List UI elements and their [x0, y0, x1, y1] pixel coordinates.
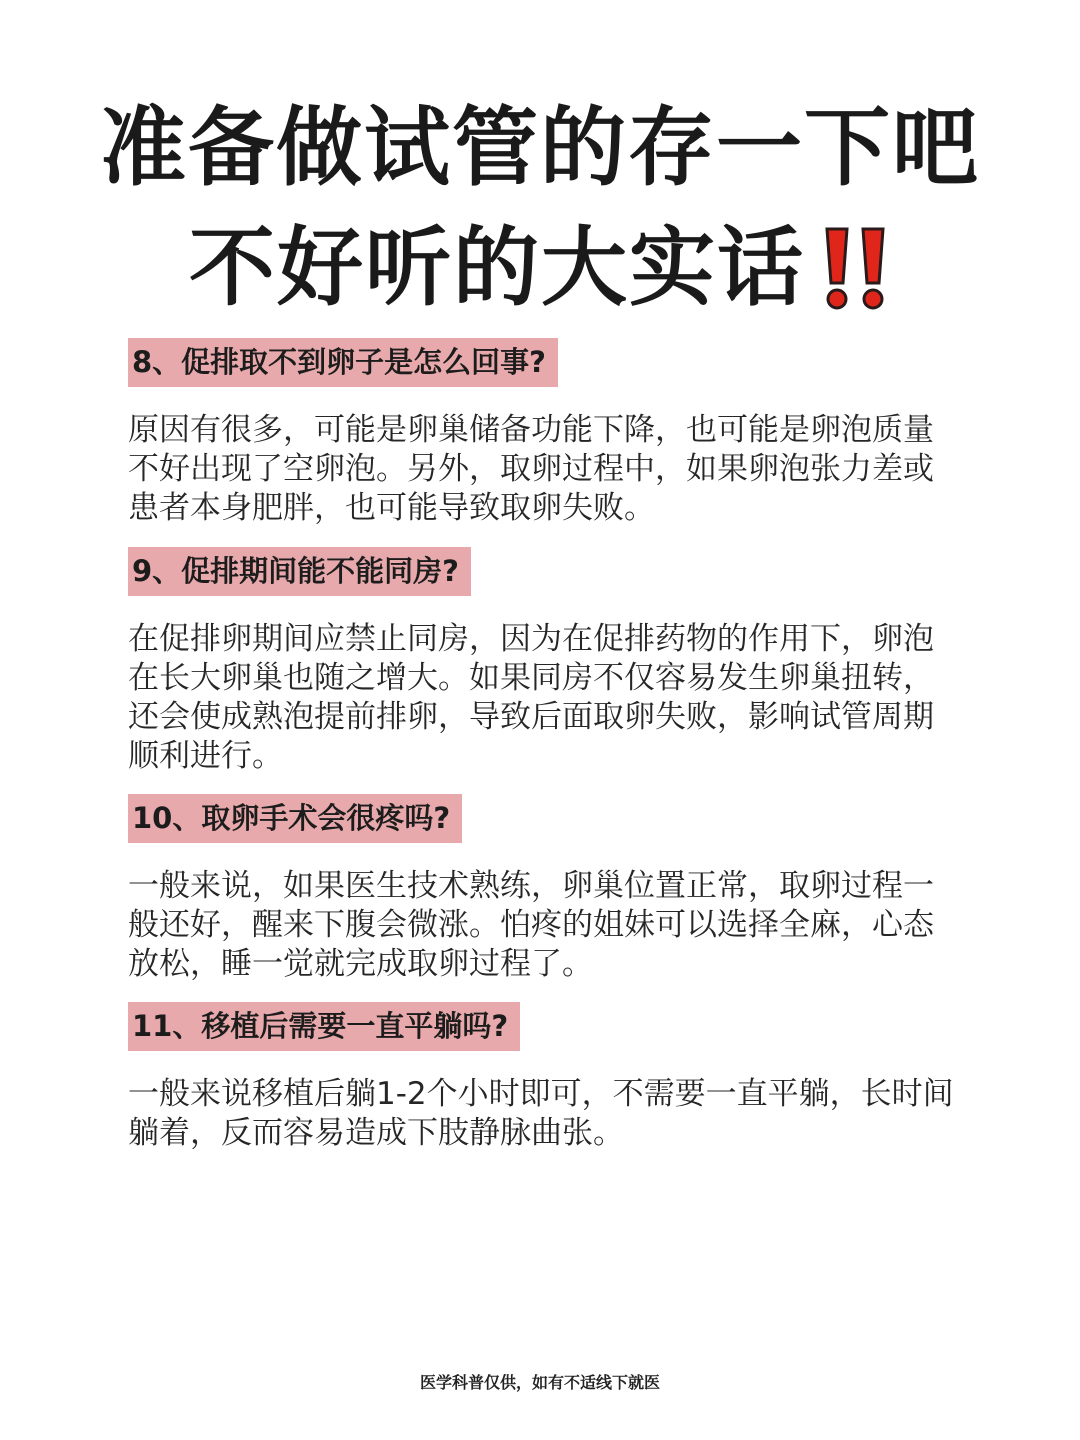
question-heading: 10、取卵手术会很疼吗? [128, 794, 462, 843]
page-subtitle: 不好听的大实话 [189, 217, 805, 318]
question-heading: 9、促排期间能不能同房? [128, 547, 471, 596]
footer-disclaimer: 医学科普仅供，如有不适线下就医 [419, 1373, 660, 1392]
qa-item-11 [128, 1002, 988, 1153]
answer-text: 原因有很多，可能是卵巢储备功能下降，也可能是卵泡质量 不好出现了空卵泡。另外，取卵过程中，如果卵泡张力差或 患者本身肥胖，也可能导致取卵失败。 [128, 412, 934, 526]
question-heading: 8、促排取不到卵子是怎么回事? [128, 338, 558, 387]
answer-text: 一般来说移植后躺1-2个小时即可，不需要一直平躺，长时间 躺着，反而容易造成下肢静脉曲张。 [128, 1076, 954, 1151]
question-heading: 11、移植后需要一直平躺吗? [128, 1002, 520, 1051]
qa-item-8 [128, 338, 988, 528]
qa-item-10 [128, 794, 988, 984]
answer-text: 一般来说，如果医生技术熟练，卵巢位置正常，取卵过程一 般还好，醒来下腹会微涨。怕疼的姐妹可以选择全麻，心态 放松，睡一觉就完成取卵过程了。 [128, 868, 934, 982]
double-exclamation-icon [819, 225, 891, 311]
answer-text: 在促排卵期间应禁止同房，因为在促排药物的作用下，卵泡 在长大卵巢也随之增大。如果同房不仅容易发生卵巢扭转， 还会使成熟泡提前排卵，导致后面取卵失败，影响试管周期 顺利进行。 [128, 621, 934, 774]
page-subtitle-row [0, 212, 1080, 318]
page-title: 准备做试管的存一下吧 [100, 98, 980, 198]
qa-item-9 [128, 547, 988, 776]
